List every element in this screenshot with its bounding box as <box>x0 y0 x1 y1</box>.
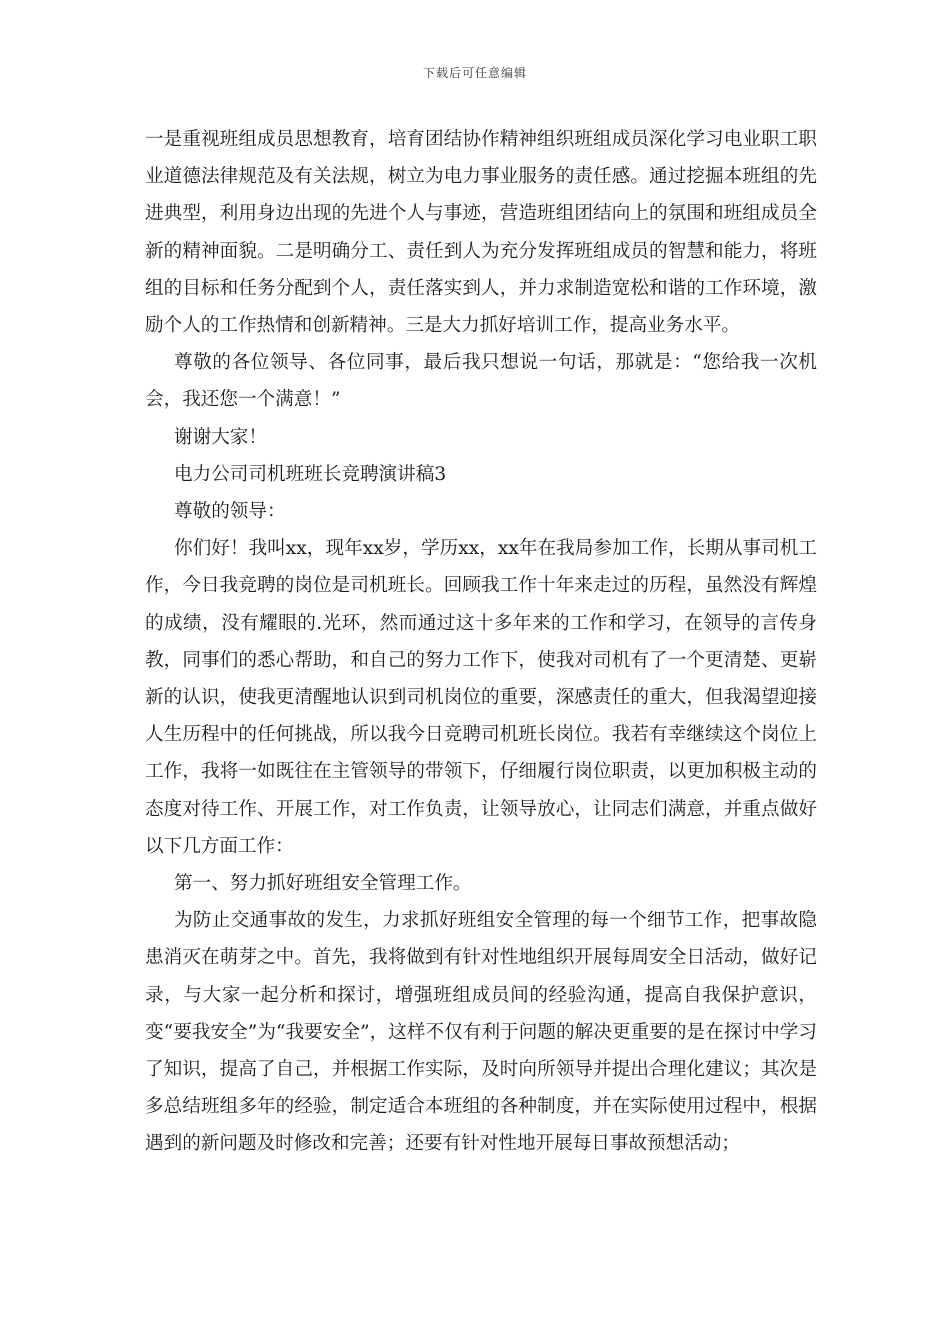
document-body <box>145 121 817 1163</box>
paragraph-1: 一是重视班组成员思想教育，培育团结协作精神组织班组成员深化学习电业职工职业道德法律规范及有关法规，树立为电力事业服务的责任感。通过挖掘本班组的先进典型，利用身边出现的先进个人与事迹，营造班组团结向上的氛围和班组成员全新的精神面貌。二是明确分工、责任到人为充分发挥班组成员的智慧和能力，将班组的目标和任务分配到个人，责任落实到人，并力求制造宽松和谐的工作环境，激励个人的工作热情和创新精神。三是大力抓好培训工作，提高业务水平。 <box>145 129 817 337</box>
paragraph-8: 为防止交通事故的发生，力求抓好班组安全管理的每一个细节工作，把事故隐患消灭在萌芽之中。首先，我将做到有针对性地组织开展每周安全日活动，做好记录，与大家一起分析和探讨，增强班组成员间的经验沟通，提高自我保护意识，变“要我安全”为“我要安全”，这样不仅有利于问题的解决更重要的是在探讨中学习了知识，提高了自己，并根据工作实际，及时向所领导并提出合理化建议；其次是多总结班组多年的经验，制定适合本班组的各种制度，并在实际使用过程中，根据遇到的新问题及时修改和完善；还要有针对性地开展每日事故预想活动； <box>145 910 817 1155</box>
paragraph-7: 第一、努力抓好班组安全管理工作。 <box>174 873 472 895</box>
section-title: 电力公司司机班班长竞聘演讲稿3 <box>174 463 447 485</box>
paragraph-3: 谢谢大家！ <box>174 426 267 448</box>
salutation: 尊敬的领导： <box>174 501 286 523</box>
page-header: 下载后可任意编辑 <box>422 66 527 80</box>
paragraph-2: 尊敬的各位领导、各位同事，最后我只想说一句话，那就是：“您给我一次机会，我还您一个满意！” <box>145 352 817 411</box>
paragraph-6: 你们好！我叫xx，现年xx岁，学历xx，xx年在我局参加工作，长期从事司机工作，今日我竞聘的岗位是司机班长。回顾我工作十年来走过的历程，虽然没有辉煌的成绩，没有耀眼的.光环，然而通过这十多年来的工作和学习，在领导的言传身教，同事们的悉心帮助，和自己的努力工作下，使我对司机有了一个更清楚、更崭新的认识，使我更清醒地认识到司机岗位的重要，深感责任的重大，但我渴望迎接人生历程中的任何挑战，所以我今日竞聘司机班长岗位。我若有幸继续这个岗位上工作，我将一如既往在主管领导的带领下，仔细履行岗位职责，以更加积极主动的态度对待工作、开展工作，对工作负责，让领导放心，让同志们满意，并重点做好以下几方面工作： <box>145 538 817 857</box>
